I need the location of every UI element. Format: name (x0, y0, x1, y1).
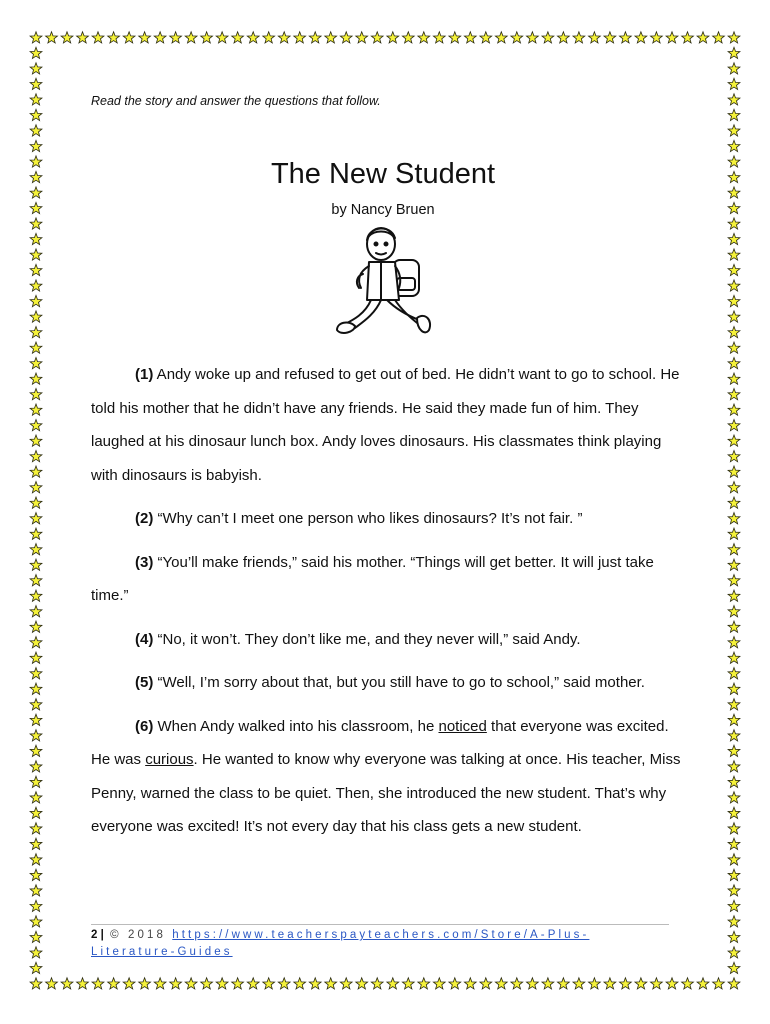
star-icon (418, 32, 430, 43)
star-icon (30, 606, 42, 617)
star-icon (46, 978, 58, 989)
star-icon (30, 978, 42, 989)
star-icon (728, 699, 740, 710)
paragraph-text: “No, it won’t. They don’t like me, and they never will,” said Andy. (153, 630, 581, 648)
star-icon (651, 32, 663, 43)
star-icon (30, 435, 42, 446)
star-icon (278, 978, 290, 989)
star-icon (30, 94, 42, 105)
star-icon (92, 32, 104, 43)
star-icon (30, 482, 42, 493)
star-icon (558, 978, 570, 989)
star-icon (139, 978, 151, 989)
paragraph-1 (91, 358, 686, 492)
star-icon (247, 978, 259, 989)
story-title: The New Student (270, 158, 496, 190)
star-icon (30, 420, 42, 431)
star-icon (728, 885, 740, 896)
star-icon (30, 311, 42, 322)
star-icon (30, 900, 42, 911)
star-icon (728, 869, 740, 880)
star-icon (495, 978, 507, 989)
star-icon (30, 730, 42, 741)
star-icon (30, 916, 42, 927)
star-icon (728, 373, 740, 384)
star-icon (728, 528, 740, 539)
star-icon (30, 559, 42, 570)
star-icon (728, 435, 740, 446)
star-icon (728, 295, 740, 306)
star-icon (697, 32, 709, 43)
star-icon (697, 978, 709, 989)
author-byline: by Nancy Bruen (331, 202, 435, 218)
star-icon (728, 140, 740, 151)
star-icon (201, 978, 213, 989)
paragraph-5 (91, 666, 686, 700)
star-icon (728, 63, 740, 74)
star-icon (294, 978, 306, 989)
star-icon (30, 683, 42, 694)
star-icon (185, 978, 197, 989)
star-icon (30, 389, 42, 400)
star-icon (30, 668, 42, 679)
star-icon (589, 32, 601, 43)
star-icon (620, 978, 632, 989)
paragraph-number: (6) (135, 717, 154, 735)
star-icon (170, 32, 182, 43)
star-icon (154, 978, 166, 989)
star-icon (170, 978, 182, 989)
star-icon (728, 171, 740, 182)
star-icon (30, 962, 42, 973)
star-icon (108, 978, 120, 989)
star-icon (728, 404, 740, 415)
star-icon (263, 978, 275, 989)
star-icon (325, 32, 337, 43)
star-icon (309, 32, 321, 43)
star-icon (30, 776, 42, 787)
paragraph-number: (4) (135, 630, 154, 648)
star-icon (480, 32, 492, 43)
star-icon (30, 807, 42, 818)
star-icon (77, 32, 89, 43)
copyright: © 2018 (110, 929, 166, 941)
star-icon (728, 776, 740, 787)
star-icon (728, 947, 740, 958)
star-icon (728, 32, 740, 43)
paragraph-4 (91, 623, 686, 657)
star-icon (30, 218, 42, 229)
star-icon (108, 32, 120, 43)
star-icon (30, 78, 42, 89)
star-icon (558, 32, 570, 43)
star-icon (728, 978, 740, 989)
star-icon (201, 32, 213, 43)
paragraph-number: (3) (135, 553, 154, 571)
star-icon (728, 47, 740, 58)
paragraph-3 (91, 546, 686, 613)
vocab-word-curious: curious (145, 751, 194, 768)
star-icon (30, 187, 42, 198)
star-icon (30, 513, 42, 524)
star-icon (728, 358, 740, 369)
star-icon (527, 978, 539, 989)
star-icon (713, 32, 725, 43)
star-icon (30, 528, 42, 539)
star-icon (495, 32, 507, 43)
star-icon (30, 947, 42, 958)
paragraph-number: (5) (135, 674, 154, 691)
star-icon (247, 32, 259, 43)
star-icon (30, 358, 42, 369)
star-icon (30, 652, 42, 663)
star-icon (123, 32, 135, 43)
paragraph-text: “Why can’t I meet one person who likes dinosaurs? It’s not fair. ” (153, 510, 583, 527)
star-icon (30, 280, 42, 291)
star-icon (433, 978, 445, 989)
star-icon (728, 559, 740, 570)
star-icon (371, 32, 383, 43)
star-icon (340, 978, 352, 989)
store-link[interactable]: https://www.teacherspayteachers.com/Store/A-Plus-Literature-Guides (91, 929, 590, 958)
star-icon (728, 497, 740, 508)
star-icon (216, 32, 228, 43)
star-icon (30, 792, 42, 803)
star-icon (728, 420, 740, 431)
paragraph-text: “Well, I’m sorry about that, but you still have to go to school,” said mother. (153, 674, 645, 691)
star-icon (325, 978, 337, 989)
star-icon (573, 32, 585, 43)
star-icon (30, 931, 42, 942)
star-icon (728, 466, 740, 477)
paragraph-number: (2) (135, 510, 154, 527)
vocab-word-noticed: noticed (438, 717, 487, 735)
star-icon (480, 978, 492, 989)
star-icon (589, 978, 601, 989)
star-icon (30, 497, 42, 508)
star-icon (728, 652, 740, 663)
paragraph-text: . He wanted to know why everyone was talking at once. His teacher, Miss Penny, warned the class to be quiet. Then, she introduced the new student. That’s why everyone was excited! It’s not every day that his class gets a new student. (91, 751, 681, 835)
page-footer (91, 924, 669, 961)
star-icon (728, 745, 740, 756)
star-icon (294, 32, 306, 43)
star-icon (30, 854, 42, 865)
star-icon (154, 32, 166, 43)
star-icon (30, 249, 42, 260)
star-icon (30, 745, 42, 756)
star-icon (30, 761, 42, 772)
star-icon (728, 931, 740, 942)
star-icon (30, 342, 42, 353)
star-icon (30, 838, 42, 849)
star-icon (30, 621, 42, 632)
star-icon (464, 978, 476, 989)
star-icon (30, 544, 42, 555)
star-icon (728, 761, 740, 772)
star-icon (30, 590, 42, 601)
star-icon (30, 885, 42, 896)
star-icon (666, 32, 678, 43)
star-icon (61, 32, 73, 43)
paragraph-2 (91, 502, 686, 536)
star-icon (449, 978, 461, 989)
star-icon (387, 32, 399, 43)
star-icon (728, 838, 740, 849)
star-icon (30, 404, 42, 415)
star-icon (635, 32, 647, 43)
star-icon (682, 32, 694, 43)
star-icon (232, 32, 244, 43)
star-icon (309, 978, 321, 989)
star-icon (30, 373, 42, 384)
star-icon (30, 451, 42, 462)
star-icon (30, 295, 42, 306)
star-icon (728, 575, 740, 586)
star-icon (728, 916, 740, 927)
star-icon (728, 78, 740, 89)
star-icon (30, 575, 42, 586)
star-icon (61, 978, 73, 989)
star-icon (713, 978, 725, 989)
page-number: 2 | (91, 929, 104, 941)
star-icon (433, 32, 445, 43)
star-icon (77, 978, 89, 989)
paragraph-text: Andy woke up and refused to get out of bed. He didn’t want to go to school. He told his mother that he didn’t have any friends. He said they made fun of him. They laughed at his dinosaur lunch box. Andy loves dinosaurs. His classmates think playing with dinosaurs is babyish. (91, 366, 680, 484)
star-icon (728, 823, 740, 834)
star-icon (728, 513, 740, 524)
star-icon (728, 187, 740, 198)
paragraph-text: When Andy walked into his classroom, he (153, 717, 439, 735)
star-icon (604, 32, 616, 43)
star-icon (728, 280, 740, 291)
star-icon (402, 32, 414, 43)
star-icon (511, 978, 523, 989)
star-icon (728, 854, 740, 865)
star-icon (728, 156, 740, 167)
star-icon (92, 978, 104, 989)
star-icon (728, 342, 740, 353)
star-icon (30, 714, 42, 725)
star-icon (728, 668, 740, 679)
star-icon (30, 140, 42, 151)
star-icon (728, 637, 740, 648)
star-icon (418, 978, 430, 989)
star-icon (30, 109, 42, 120)
star-icon (728, 683, 740, 694)
star-icon (30, 699, 42, 710)
paragraph-number: (1) (135, 366, 154, 383)
star-icon (30, 466, 42, 477)
star-icon (30, 823, 42, 834)
star-icon (728, 606, 740, 617)
star-icon (30, 637, 42, 648)
star-icon (604, 978, 616, 989)
star-icon (573, 978, 585, 989)
star-icon (728, 621, 740, 632)
star-icon (651, 978, 663, 989)
star-icon (340, 32, 352, 43)
star-icon (728, 109, 740, 120)
star-icon (30, 125, 42, 136)
star-icon (728, 94, 740, 105)
star-icon (728, 714, 740, 725)
star-icon (185, 32, 197, 43)
star-icon (620, 32, 632, 43)
star-icon (728, 202, 740, 213)
star-icon (728, 264, 740, 275)
star-icon (728, 900, 740, 911)
star-icon (30, 32, 42, 43)
star-icon (728, 544, 740, 555)
star-icon (46, 32, 58, 43)
star-icon (728, 792, 740, 803)
star-icon (728, 807, 740, 818)
star-icon (728, 327, 740, 338)
star-icon (356, 32, 368, 43)
star-icon (464, 32, 476, 43)
star-icon (666, 978, 678, 989)
star-icon (139, 32, 151, 43)
star-icon (232, 978, 244, 989)
star-icon (728, 590, 740, 601)
star-icon (728, 389, 740, 400)
star-icon (402, 978, 414, 989)
star-icon (635, 978, 647, 989)
star-icon (278, 32, 290, 43)
star-icon (30, 156, 42, 167)
star-icon (682, 978, 694, 989)
star-icon (511, 32, 523, 43)
star-icon (30, 264, 42, 275)
star-icon (30, 171, 42, 182)
paragraph-6 (91, 710, 686, 844)
star-icon (30, 869, 42, 880)
star-icon (123, 978, 135, 989)
paragraph-text: that everyone was excited. He was (91, 717, 669, 768)
star-icon (728, 233, 740, 244)
star-icon (728, 218, 740, 229)
star-icon (216, 978, 228, 989)
star-icon (30, 233, 42, 244)
instructions: Read the story and answer the questions that follow. (91, 94, 381, 108)
story-text (91, 358, 686, 854)
star-icon (728, 249, 740, 260)
star-icon (263, 32, 275, 43)
star-icon (449, 32, 461, 43)
star-icon (30, 47, 42, 58)
star-icon (728, 730, 740, 741)
star-icon (387, 978, 399, 989)
star-icon (30, 63, 42, 74)
star-icon (371, 978, 383, 989)
paragraph-text: “You’ll make friends,” said his mother. “Things will get better. It will just take time.” (91, 553, 654, 604)
star-icon (527, 32, 539, 43)
star-icon (728, 311, 740, 322)
star-icon (30, 202, 42, 213)
star-icon (728, 125, 740, 136)
star-icon (728, 482, 740, 493)
star-icon (356, 978, 368, 989)
boy-with-backpack-icon (329, 222, 439, 347)
star-icon (728, 451, 740, 462)
star-icon (728, 962, 740, 973)
star-icon (542, 32, 554, 43)
star-icon (542, 978, 554, 989)
star-icon (30, 327, 42, 338)
